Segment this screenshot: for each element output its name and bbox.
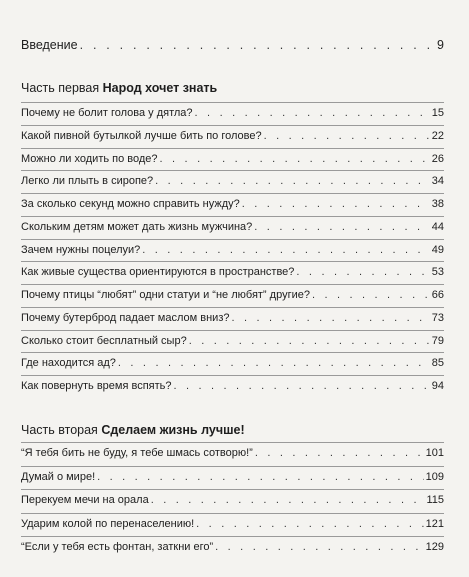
row-divider bbox=[21, 170, 444, 171]
toc-entry bbox=[21, 470, 444, 484]
toc-entry-page: 34 bbox=[431, 175, 444, 188]
toc-entry bbox=[21, 152, 444, 166]
toc-entry bbox=[21, 265, 444, 279]
toc-entry bbox=[21, 356, 444, 370]
toc-entry-title: Какой пивной бутылкой лучше бить по голове? bbox=[21, 129, 262, 142]
row-divider bbox=[21, 216, 444, 217]
row-divider bbox=[21, 102, 444, 103]
dot-leader bbox=[160, 152, 430, 166]
dot-leader bbox=[215, 540, 423, 554]
dot-leader bbox=[196, 517, 423, 531]
toc-entry-title: “Я тебя бить не буду, я тебе шмась сотворю!” bbox=[21, 447, 253, 459]
toc-entry-title: Почему птицы “любят” одни статуи и “не любят” другие? bbox=[21, 289, 310, 301]
dot-leader bbox=[242, 197, 430, 211]
row-divider bbox=[21, 193, 444, 194]
row-divider bbox=[21, 466, 444, 467]
row-divider bbox=[21, 536, 444, 537]
toc-entry-title: Как живые существа ориентируются в пространстве? bbox=[21, 266, 295, 279]
toc-entry bbox=[21, 243, 444, 257]
dot-leader bbox=[97, 470, 424, 484]
toc-entry bbox=[21, 446, 444, 460]
row-divider bbox=[21, 284, 444, 285]
toc-entry-title: Думай о мире! bbox=[21, 470, 96, 483]
toc-entry-title: Как повернуть время вспять? bbox=[21, 380, 172, 392]
dot-leader bbox=[155, 174, 430, 188]
row-divider bbox=[21, 148, 444, 149]
toc-entry-title: Сколько стоит бесплатный сыр? bbox=[21, 334, 187, 347]
toc-entry-page: 9 bbox=[437, 38, 444, 52]
toc-entry bbox=[21, 493, 444, 507]
toc-entry-page: 49 bbox=[431, 243, 444, 256]
toc-entry bbox=[21, 334, 444, 348]
toc-entry-title: “Если у тебя есть фонтан, заткни его” bbox=[21, 541, 214, 553]
dot-leader bbox=[174, 379, 430, 393]
toc-entry-page: 38 bbox=[431, 198, 444, 210]
toc-entry-page: 115 bbox=[426, 494, 444, 506]
toc-entry-title: Можно ли ходить по воде? bbox=[21, 152, 158, 165]
toc-entry-page: 121 bbox=[425, 517, 444, 530]
toc-entry-title: Зачем нужны поцелуи? bbox=[21, 243, 141, 256]
part-label: Часть вторая bbox=[21, 423, 98, 437]
toc-entry-page: 79 bbox=[431, 334, 444, 347]
row-divider bbox=[21, 261, 444, 262]
toc-entry-page: 66 bbox=[431, 289, 444, 301]
toc-entry-page: 85 bbox=[431, 357, 444, 370]
toc-entry-title: Где находится ад? bbox=[21, 357, 116, 370]
toc-entry-intro bbox=[21, 37, 444, 53]
part-name: Народ хочет знать bbox=[102, 81, 218, 95]
toc-entry-title: Скольким детям может дать жизнь мужчина? bbox=[21, 220, 253, 233]
toc-entry bbox=[21, 174, 444, 188]
row-divider bbox=[21, 330, 444, 331]
row-divider bbox=[21, 307, 444, 308]
toc-entry-title: Легко ли плыть в сиропе? bbox=[21, 175, 154, 188]
part-name: Сделаем жизнь лучше! bbox=[101, 423, 245, 437]
row-divider bbox=[21, 239, 444, 240]
toc-entry bbox=[21, 517, 444, 531]
row-divider bbox=[21, 375, 444, 376]
part-heading-1 bbox=[21, 80, 217, 96]
toc-entry-title: Ударим колой по перенаселению! bbox=[21, 517, 195, 530]
dot-leader bbox=[255, 446, 424, 460]
toc-entry-page: 53 bbox=[431, 266, 444, 279]
dot-leader bbox=[312, 288, 430, 302]
part-heading-2 bbox=[21, 422, 245, 438]
toc-entry-page: 15 bbox=[431, 107, 444, 119]
toc-entry bbox=[21, 220, 444, 234]
dot-leader bbox=[151, 493, 425, 507]
toc-entry bbox=[21, 379, 444, 393]
toc-entry bbox=[21, 288, 444, 302]
row-divider bbox=[21, 513, 444, 514]
dot-leader bbox=[264, 129, 430, 143]
toc-entry-page: 26 bbox=[431, 152, 444, 165]
dot-leader bbox=[80, 37, 435, 53]
toc-entry-title: Перекуем мечи на орала bbox=[21, 494, 149, 506]
row-divider bbox=[21, 125, 444, 126]
toc-entry bbox=[21, 106, 444, 120]
toc-entry bbox=[21, 540, 444, 554]
toc-entry-page: 44 bbox=[431, 220, 444, 233]
toc-entry bbox=[21, 129, 444, 143]
row-divider bbox=[21, 352, 444, 353]
dot-leader bbox=[254, 220, 429, 234]
dot-leader bbox=[296, 265, 429, 279]
toc-entry-page: 73 bbox=[431, 311, 444, 324]
toc-entry-page: 94 bbox=[431, 380, 444, 392]
toc-entry-page: 101 bbox=[425, 447, 444, 459]
toc-entry bbox=[21, 311, 444, 325]
dot-leader bbox=[189, 334, 430, 348]
part-label: Часть первая bbox=[21, 81, 100, 95]
toc-entry-page: 22 bbox=[431, 129, 444, 142]
row-divider bbox=[21, 489, 444, 490]
toc-entry bbox=[21, 197, 444, 211]
toc-entry-title: За сколько секунд можно справить нужду? bbox=[21, 198, 240, 210]
dot-leader bbox=[195, 106, 430, 120]
toc-entry-title: Почему не болит голова у дятла? bbox=[21, 107, 193, 119]
dot-leader bbox=[232, 311, 430, 325]
toc-entry-title: Почему бутерброд падает маслом вниз? bbox=[21, 311, 230, 324]
toc-entry-page: 129 bbox=[425, 541, 444, 553]
dot-leader bbox=[142, 243, 429, 257]
toc-entry-page: 109 bbox=[425, 470, 444, 483]
row-divider bbox=[21, 442, 444, 443]
dot-leader bbox=[118, 356, 430, 370]
toc-entry-title: Введение bbox=[21, 38, 78, 52]
